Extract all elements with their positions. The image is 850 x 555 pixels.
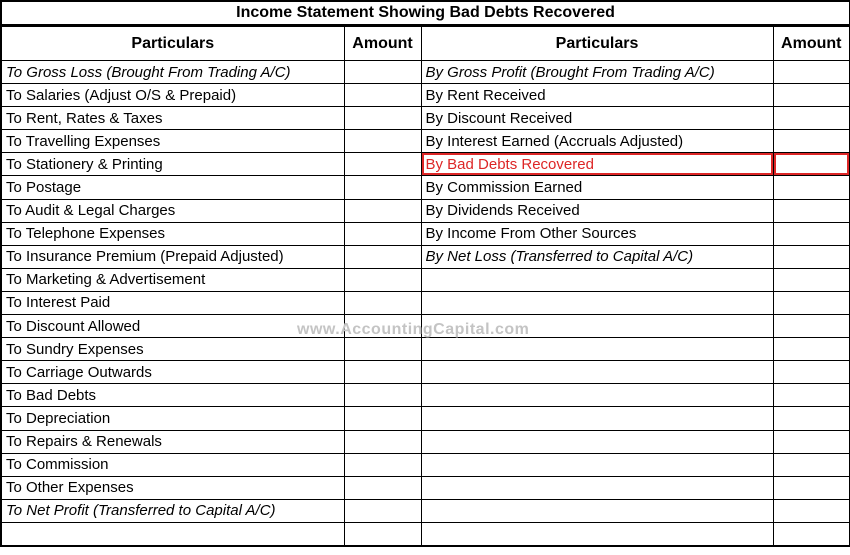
credit-particulars-cell: By Bad Debts Recovered: [421, 153, 773, 176]
table-row: [1, 499, 850, 522]
credit-amount-cell: [773, 453, 850, 476]
debit-particulars-cell: [1, 522, 344, 546]
credit-amount-cell: [773, 153, 850, 176]
credit-amount-cell: [773, 522, 850, 546]
debit-amount-cell: [344, 430, 421, 453]
credit-particulars-cell: [421, 407, 773, 430]
table-row: [1, 407, 850, 430]
debit-particulars-cell: To Postage: [1, 176, 344, 199]
table-row: [1, 522, 850, 546]
credit-particulars-cell: [421, 361, 773, 384]
credit-particulars-cell: [421, 315, 773, 338]
credit-amount-cell: [773, 499, 850, 522]
debit-particulars-cell: To Depreciation: [1, 407, 344, 430]
credit-particulars-cell: By Gross Profit (Brought From Trading A/C): [421, 61, 773, 84]
table-row: [1, 130, 850, 153]
debit-particulars-cell: To Gross Loss (Brought From Trading A/C): [1, 61, 344, 84]
debit-amount-cell: [344, 176, 421, 199]
credit-amount-cell: [773, 430, 850, 453]
table-row: [1, 338, 850, 361]
credit-particulars-cell: [421, 291, 773, 314]
table-row: [1, 453, 850, 476]
table-row: [1, 84, 850, 107]
credit-amount-cell: [773, 84, 850, 107]
debit-particulars-cell: To Salaries (Adjust O/S & Prepaid): [1, 84, 344, 107]
header-amount-debit: Amount: [344, 26, 421, 61]
debit-particulars-cell: To Stationery & Printing: [1, 153, 344, 176]
table-row: [1, 361, 850, 384]
debit-amount-cell: [344, 84, 421, 107]
debit-particulars-cell: To Interest Paid: [1, 291, 344, 314]
credit-amount-cell: [773, 268, 850, 291]
table-row: [1, 222, 850, 245]
debit-particulars-cell: To Telephone Expenses: [1, 222, 344, 245]
credit-particulars-cell: By Dividends Received: [421, 199, 773, 222]
debit-amount-cell: [344, 291, 421, 314]
debit-amount-cell: [344, 384, 421, 407]
credit-particulars-cell: By Rent Received: [421, 84, 773, 107]
credit-particulars-cell: [421, 268, 773, 291]
credit-amount-cell: [773, 338, 850, 361]
credit-particulars-cell: By Income From Other Sources: [421, 222, 773, 245]
credit-amount-cell: [773, 361, 850, 384]
credit-particulars-cell: [421, 384, 773, 407]
credit-particulars-cell: By Interest Earned (Accruals Adjusted): [421, 130, 773, 153]
table-row: [1, 384, 850, 407]
credit-particulars-cell: By Net Loss (Transferred to Capital A/C): [421, 245, 773, 268]
debit-particulars-cell: To Discount Allowed: [1, 315, 344, 338]
debit-amount-cell: [344, 153, 421, 176]
header-particulars-credit: Particulars: [421, 26, 773, 61]
credit-particulars-cell: [421, 499, 773, 522]
header-row: [1, 26, 850, 61]
table-row: [1, 107, 850, 130]
credit-amount-cell: [773, 222, 850, 245]
debit-amount-cell: [344, 315, 421, 338]
debit-amount-cell: [344, 199, 421, 222]
table-row: [1, 176, 850, 199]
debit-particulars-cell: To Insurance Premium (Prepaid Adjusted): [1, 245, 344, 268]
debit-amount-cell: [344, 453, 421, 476]
debit-amount-cell: [344, 338, 421, 361]
debit-amount-cell: [344, 222, 421, 245]
debit-amount-cell: [344, 245, 421, 268]
debit-amount-cell: [344, 476, 421, 499]
table-row: [1, 315, 850, 338]
debit-particulars-cell: To Rent, Rates & Taxes: [1, 107, 344, 130]
table-row: [1, 476, 850, 499]
debit-amount-cell: [344, 107, 421, 130]
debit-particulars-cell: To Commission: [1, 453, 344, 476]
table-row: [1, 153, 850, 176]
debit-amount-cell: [344, 361, 421, 384]
debit-particulars-cell: To Net Profit (Transferred to Capital A/C): [1, 499, 344, 522]
credit-amount-cell: [773, 291, 850, 314]
credit-amount-cell: [773, 130, 850, 153]
table-row: [1, 268, 850, 291]
table-row: [1, 430, 850, 453]
debit-particulars-cell: To Other Expenses: [1, 476, 344, 499]
credit-amount-cell: [773, 107, 850, 130]
credit-amount-cell: [773, 384, 850, 407]
table-row: [1, 199, 850, 222]
debit-amount-cell: [344, 499, 421, 522]
debit-particulars-cell: To Marketing & Advertisement: [1, 268, 344, 291]
debit-particulars-cell: To Audit & Legal Charges: [1, 199, 344, 222]
debit-particulars-cell: To Repairs & Renewals: [1, 430, 344, 453]
credit-particulars-cell: [421, 453, 773, 476]
debit-particulars-cell: To Travelling Expenses: [1, 130, 344, 153]
credit-particulars-cell: [421, 522, 773, 546]
credit-amount-cell: [773, 61, 850, 84]
credit-particulars-cell: By Commission Earned: [421, 176, 773, 199]
title-row: [1, 1, 850, 26]
credit-amount-cell: [773, 407, 850, 430]
credit-particulars-cell: By Discount Received: [421, 107, 773, 130]
table-row: [1, 245, 850, 268]
debit-amount-cell: [344, 407, 421, 430]
debit-particulars-cell: To Bad Debts: [1, 384, 344, 407]
credit-amount-cell: [773, 315, 850, 338]
table-row: [1, 61, 850, 84]
credit-amount-cell: [773, 245, 850, 268]
header-particulars-debit: Particulars: [1, 26, 344, 61]
debit-amount-cell: [344, 268, 421, 291]
credit-particulars-cell: [421, 430, 773, 453]
debit-amount-cell: [344, 522, 421, 546]
credit-amount-cell: [773, 199, 850, 222]
debit-particulars-cell: To Carriage Outwards: [1, 361, 344, 384]
table-row: [1, 291, 850, 314]
debit-particulars-cell: To Sundry Expenses: [1, 338, 344, 361]
credit-particulars-cell: [421, 476, 773, 499]
credit-amount-cell: [773, 176, 850, 199]
debit-amount-cell: [344, 61, 421, 84]
credit-amount-cell: [773, 476, 850, 499]
header-amount-credit: Amount: [773, 26, 850, 61]
credit-particulars-cell: [421, 338, 773, 361]
debit-amount-cell: [344, 130, 421, 153]
watermark: www.AccountingCapital.com: [297, 321, 530, 338]
page-title: Income Statement Showing Bad Debts Recovered: [1, 1, 850, 26]
